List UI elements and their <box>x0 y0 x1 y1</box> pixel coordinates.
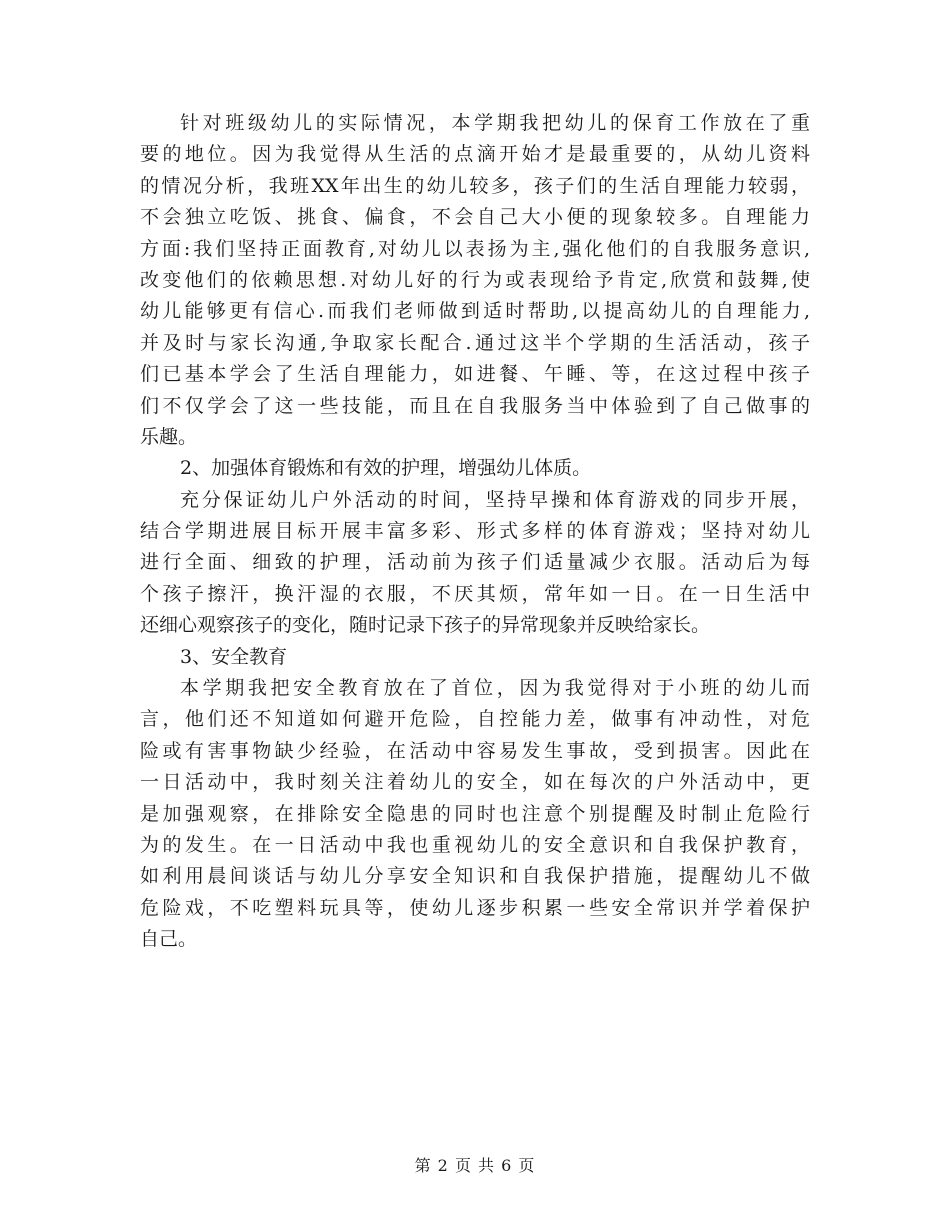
page-number-footer: 第 2 页 共 6 页 <box>414 1156 536 1175</box>
text-line: 言，他们还不知道如何避开危险，自控能力差，做事有冲动性，对危 <box>140 708 810 731</box>
text-line: 如利用晨间谈话与幼儿分享安全知识和自我保护措施，提醒幼儿不做 <box>140 865 810 888</box>
text-line: 们已基本学会了生活自理能力，如进餐、午睡、等，在这过程中孩子 <box>140 363 810 386</box>
text-line: 们不仅学会了这一些技能，而且在自我服务当中体验到了自己做事的 <box>140 394 810 417</box>
heading-line: 2、加强体育锻炼和有效的护理，增强幼儿体质。 <box>180 457 592 480</box>
text-line: 还细心观察孩子的变化，随时记录下孩子的异常现象并反映给家长。 <box>140 614 711 637</box>
text-line: 险或有害事物缺少经验，在活动中容易发生事故，受到损害。因此在 <box>140 739 810 762</box>
text-line: 的情况分析，我班XX年出生的幼儿较多，孩子们的生活自理能力较弱， <box>140 174 810 197</box>
text-line: 进行全面、细致的护理，活动前为孩子们适量减少衣服。活动后为每 <box>140 551 810 574</box>
paragraph-self-care <box>140 108 810 453</box>
document-body <box>140 108 810 956</box>
text-line: 个孩子擦汗，换汗湿的衣服，不厌其烦，常年如一日。在一日生活中 <box>140 582 810 605</box>
text-line: 本学期我把安全教育放在了首位，因为我觉得对于小班的幼儿而 <box>180 677 810 700</box>
text-line: 一日活动中，我时刻关注着幼儿的安全，如在每次的户外活动中，更 <box>140 771 810 794</box>
text-line: 为的发生。在一日活动中我也重视幼儿的安全意识和自我保护教育， <box>140 833 810 856</box>
text-line: 幼儿能够更有信心.而我们老师做到适时帮助,以提高幼儿的自理能力, <box>140 300 810 323</box>
heading-line: 3、安全教育 <box>180 645 288 668</box>
text-line: 方面:我们坚持正面教育,对幼儿以表扬为主,强化他们的自我服务意识, <box>140 237 810 260</box>
text-line: 结合学期进展目标开展丰富多彩、形式多样的体育游戏；坚持对幼儿 <box>140 520 810 543</box>
paragraph-physical <box>140 485 810 642</box>
text-line: 针对班级幼儿的实际情况，本学期我把幼儿的保育工作放在了重 <box>180 112 810 134</box>
text-line: 改变他们的依赖思想.对幼儿好的行为或表现给予肯定,欣赏和鼓舞,使 <box>140 268 810 291</box>
section-heading-safety <box>140 642 810 673</box>
text-line: 危险戏，不吃塑料玩具等，使幼儿逐步积累一些安全常识并学着保护 <box>140 896 810 919</box>
text-line: 是加强观察，在排除安全隐患的同时也注意个别提醒及时制止危险行 <box>140 802 810 825</box>
section-heading-physical <box>140 453 810 484</box>
text-line: 并及时与家长沟通,争取家长配合.通过这半个学期的生活活动，孩子 <box>140 331 810 354</box>
paragraph-safety <box>140 673 810 956</box>
text-line: 不会独立吃饭、挑食、偏食，不会自己大小便的现象较多。自理能力 <box>140 206 810 229</box>
text-line: 自己。 <box>140 928 198 951</box>
text-line: 乐趣。 <box>140 425 198 448</box>
text-line: 充分保证幼儿户外活动的时间，坚持早操和体育游戏的同步开展， <box>180 488 810 511</box>
text-line: 要的地位。因为我觉得从生活的点滴开始才是最重要的，从幼儿资料 <box>140 143 810 166</box>
